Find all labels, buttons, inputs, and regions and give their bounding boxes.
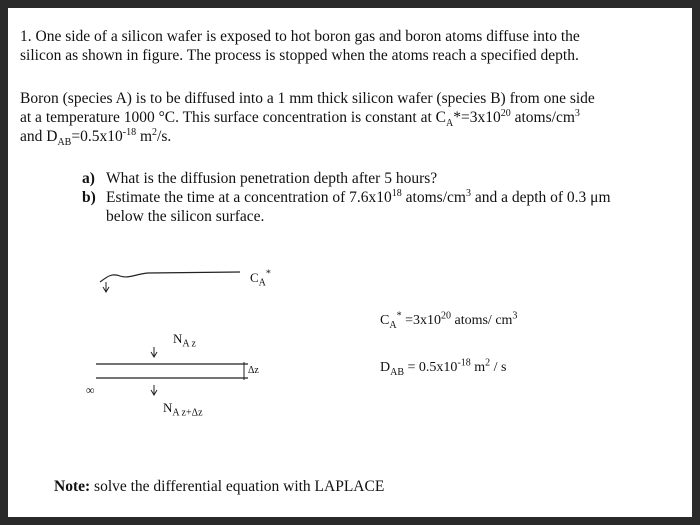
diffusion-diagram	[8, 8, 692, 517]
note-label: Note:	[54, 478, 91, 495]
question-b-text: Estimate the time at a concentration of $7.6x10^{18}$ atoms/$cm^3$ and a depth of 0.3 μm	[106, 187, 611, 206]
para-line-2: at a temperature 1000 °C. This surface concentration is constant at $C_A*=3x10^{20}$ atoms/$cm^3$	[20, 107, 580, 130]
delta-z-label: Δz	[248, 365, 259, 376]
question-b-line-2: below the silicon surface.	[106, 208, 265, 225]
wafer-surface-line	[100, 272, 240, 282]
para-line-1: Boron (species A) is to be diffused into a 1 mm thick silicon wafer (species B) from one side	[20, 90, 595, 107]
problem-page	[8, 8, 692, 517]
note-text: solve the differential equation with LAPLACE	[90, 478, 385, 495]
flux-bottom-label: $N_{A z+\Delta z}$	[163, 400, 203, 419]
intro-line-1: 1. One side of a silicon wafer is exposed to hot boron gas and boron atoms diffuse into the	[20, 28, 580, 45]
diffusivity-equation: $D_{AB} = 0.5x10^{-18}$ $m^2$ / s	[380, 357, 507, 378]
para-line-3: and $D_{AB}=0.5x10^{-18}$ $m^2/s$.	[20, 126, 172, 149]
intro-line-2: silicon as shown in figure. The process is stopped when the atoms reach a specified depth.	[20, 47, 579, 64]
question-a-label: a)	[82, 170, 95, 187]
surface-concentration-equation: $C_A^* =3x10^{20}$ atoms/ $cm^3$	[380, 310, 518, 331]
flux-top-label: $N_{A z}$	[173, 331, 196, 350]
question-a-text: What is the diffusion penetration depth after 5 hours?	[106, 170, 438, 187]
infinity-label: ∞	[86, 383, 95, 397]
surface-concentration-label: $C_A^*$	[250, 268, 271, 289]
question-b-label: b)	[82, 189, 96, 206]
note-line	[54, 478, 384, 496]
